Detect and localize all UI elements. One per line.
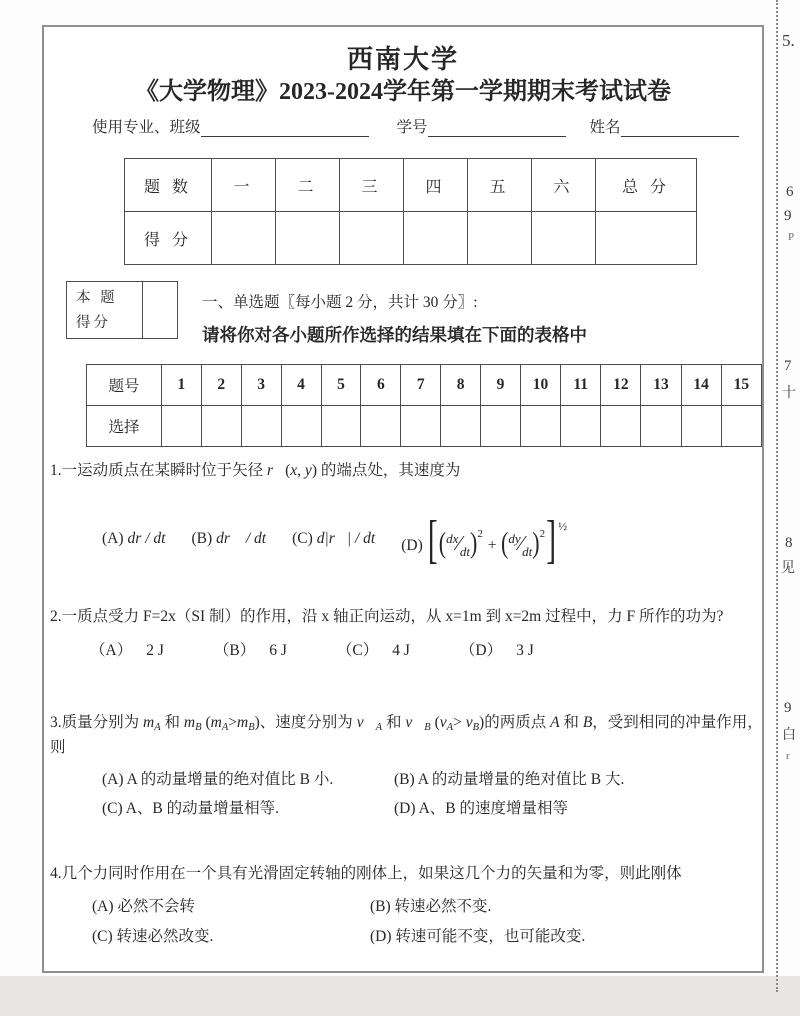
answer-empty-cell bbox=[441, 406, 481, 447]
answer-empty-cell bbox=[361, 406, 401, 447]
next-page-fragment: 白 bbox=[782, 728, 796, 743]
name-label: 姓名 bbox=[589, 119, 621, 136]
name-blank bbox=[621, 119, 739, 137]
score-empty-cell bbox=[212, 212, 276, 265]
left-paren: ( bbox=[501, 524, 509, 559]
table-row bbox=[87, 365, 762, 406]
next-page-fragment: 7 bbox=[784, 358, 792, 374]
answer-number-cell: 10 bbox=[520, 365, 560, 406]
score-empty-cell bbox=[340, 212, 404, 265]
q1-option-b: (B) dr⃗ / dt bbox=[191, 530, 267, 547]
left-bracket: [ bbox=[427, 510, 438, 569]
page-fold-dotted-line bbox=[776, 0, 778, 992]
answer-number-cell: 7 bbox=[401, 365, 441, 406]
score-header-cell: 六 bbox=[532, 159, 596, 212]
score-header-cell: 题 数 bbox=[125, 159, 212, 212]
next-page-fragment: r bbox=[786, 750, 790, 762]
answer-number-cell: 6 bbox=[361, 365, 401, 406]
answer-empty-cell bbox=[161, 406, 201, 447]
next-page-fragment: 6 bbox=[786, 184, 794, 200]
answer-empty-cell bbox=[721, 406, 761, 447]
q3-option-b: (B) A 的动量增量的绝对值比 B 大. bbox=[394, 771, 625, 789]
score-empty-cell bbox=[276, 212, 340, 265]
question-1-options bbox=[102, 495, 762, 583]
major-blank bbox=[201, 119, 369, 137]
answer-number-cell: 1 bbox=[161, 365, 201, 406]
answer-empty-cell bbox=[241, 406, 281, 447]
q2-option-b: （B） 6 J bbox=[213, 642, 287, 660]
next-page-fragment: 9 bbox=[784, 700, 792, 716]
next-page-fragment: 9 bbox=[784, 208, 792, 224]
q4-option-b: (B) 转速必然不变. bbox=[370, 898, 492, 916]
answer-number-cell: 4 bbox=[281, 365, 321, 406]
q1-option-d: (D) [$(^{dx}⁄_{dt})^2$ + $(^{dy}⁄_{dt})^2$] $^{\frac{1}{2}}$ bbox=[401, 510, 568, 569]
scan-bottom-edge bbox=[0, 976, 800, 1016]
score-header-cell: 二 bbox=[276, 159, 340, 212]
answer-number-cell: 2 bbox=[201, 365, 241, 406]
university-title: 西南大学 bbox=[346, 45, 459, 74]
q2-option-d: （D） 3 J bbox=[459, 642, 534, 660]
next-page-fragment: 8 bbox=[785, 535, 793, 551]
student-id-blank bbox=[428, 119, 566, 137]
answer-number-cell: 9 bbox=[481, 365, 521, 406]
answer-number-cell: 13 bbox=[641, 365, 681, 406]
question-1-stem: 1.一运动质点在某瞬时位于矢径 r⃗(x, y) 的端点处，其速度为 bbox=[50, 462, 461, 479]
dx-dt-fraction: $^{dx}⁄_{dt}$ bbox=[446, 530, 470, 559]
right-bracket: ] bbox=[546, 510, 557, 569]
answer-empty-cell bbox=[201, 406, 241, 447]
next-page-fragment: P bbox=[788, 231, 795, 243]
answer-number-cell: 5 bbox=[321, 365, 361, 406]
answer-number-cell: 8 bbox=[441, 365, 481, 406]
q4-option-d: (D) 转速可能不变，也可能改变. bbox=[370, 928, 586, 946]
section1-heading: 一、单选题〖每小题 2 分，共计 30 分〗: bbox=[202, 294, 478, 311]
q3-option-d: (D) A、B 的速度增量相等 bbox=[394, 800, 568, 818]
q1-option-c: (C) d|r⃗| / dt bbox=[292, 530, 376, 547]
q3-option-a: (A) A 的动量增量的绝对值比 B 小. bbox=[102, 771, 334, 789]
answer-empty-cell bbox=[281, 406, 321, 447]
q2-option-a: （A） 2 J bbox=[90, 642, 164, 660]
answer-empty-cell bbox=[401, 406, 441, 447]
question-3-stem: 3.质量分别为 mA 和 mB (mA>mB)、速度分别为 v⃗A 和 v⃗B (vA> vB)的两质点 A 和 B，受到相同的冲量作用，则 bbox=[50, 714, 763, 757]
question-3-options bbox=[50, 766, 764, 823]
table-row bbox=[125, 212, 697, 265]
section-score-label: 本 题 得分 bbox=[67, 282, 143, 338]
question-4-stem: 4.几个力同时作用在一个具有光滑固定转轴的刚体上，如果这几个力的矢量和为零，则此刚体 bbox=[50, 865, 682, 882]
student-id-label: 学号 bbox=[396, 119, 428, 136]
score-header-cell: 总 分 bbox=[596, 159, 697, 212]
answer-choice-label: 选择 bbox=[87, 406, 162, 447]
answer-header-label: 题号 bbox=[87, 365, 162, 406]
score-summary-table bbox=[124, 158, 697, 265]
question-2 bbox=[50, 605, 764, 663]
table-row bbox=[87, 406, 762, 447]
exam-page bbox=[42, 25, 764, 973]
question-4-options bbox=[50, 892, 764, 952]
question-2-options bbox=[50, 639, 764, 663]
q4-option-a: (A) 必然不会转 bbox=[92, 898, 195, 916]
exam-title: 《大学物理》2023-2024学年第一学期期末考试试卷 bbox=[135, 79, 671, 105]
next-page-fragment: 5. bbox=[782, 31, 795, 50]
right-paren: ) bbox=[532, 524, 540, 559]
major-label: 使用专业、班级 bbox=[92, 119, 201, 136]
q3-option-c: (C) A、B 的动量增量相等. bbox=[102, 800, 279, 818]
right-paren: ) bbox=[470, 524, 478, 559]
answer-empty-cell bbox=[641, 406, 681, 447]
section-score-value-cell bbox=[143, 282, 177, 338]
score-header-cell: 三 bbox=[340, 159, 404, 212]
student-info-row bbox=[92, 115, 752, 137]
dy-dt-fraction: $^{dy}⁄_{dt}$ bbox=[508, 530, 533, 559]
answer-number-cell: 15 bbox=[721, 365, 761, 406]
score-empty-cell bbox=[404, 212, 468, 265]
answer-empty-cell bbox=[520, 406, 560, 447]
score-empty-cell bbox=[532, 212, 596, 265]
table-row bbox=[125, 159, 697, 212]
answer-number-cell: 12 bbox=[601, 365, 641, 406]
score-label-cell: 得 分 bbox=[125, 212, 212, 265]
section-score-box bbox=[66, 281, 178, 339]
q2-option-c: （C） 4 J bbox=[336, 642, 410, 660]
answer-number-cell: 11 bbox=[561, 365, 601, 406]
answer-empty-cell bbox=[481, 406, 521, 447]
next-page-fragment: 十 bbox=[782, 386, 796, 401]
next-page-fragment: 见 bbox=[781, 561, 795, 576]
score-empty-cell bbox=[596, 212, 697, 265]
score-header-cell: 四 bbox=[404, 159, 468, 212]
q1-option-a: (A) dr / dt bbox=[102, 530, 166, 547]
answer-empty-cell bbox=[561, 406, 601, 447]
answer-number-cell: 14 bbox=[681, 365, 721, 406]
question-4 bbox=[50, 862, 764, 952]
answer-number-cell: 3 bbox=[241, 365, 281, 406]
section1-instruction: 请将你对各小题所作选择的结果填在下面的表格中 bbox=[202, 325, 587, 345]
question-2-stem: 2.一质点受力 F=2x（SI 制）的作用，沿 x 轴正向运动，从 x=1m 到 x=2m 过程中，力 F 所作的功为? bbox=[50, 608, 724, 625]
q4-option-c: (C) 转速必然改变. bbox=[92, 928, 214, 946]
score-empty-cell bbox=[468, 212, 532, 265]
question-3 bbox=[50, 711, 764, 824]
left-paren: ( bbox=[438, 524, 447, 559]
answer-empty-cell bbox=[321, 406, 361, 447]
score-header-cell: 五 bbox=[468, 159, 532, 212]
answer-empty-cell bbox=[681, 406, 721, 447]
answer-sheet-table bbox=[86, 364, 762, 447]
score-header-cell: 一 bbox=[212, 159, 276, 212]
answer-empty-cell bbox=[601, 406, 641, 447]
